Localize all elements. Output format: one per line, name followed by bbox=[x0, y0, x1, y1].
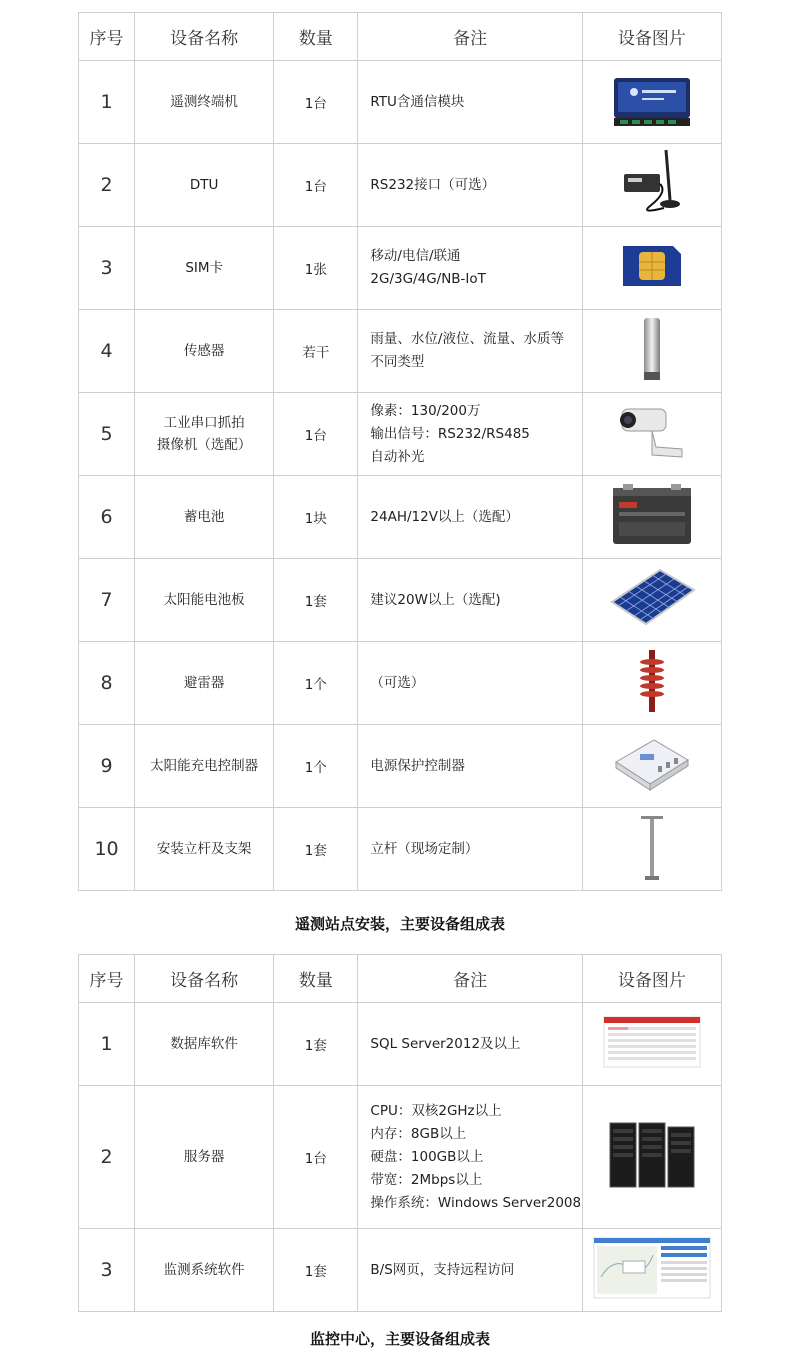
device-name bbox=[135, 1086, 274, 1229]
header-qty: 数量 bbox=[274, 13, 358, 61]
quantity: 1套 bbox=[274, 808, 358, 891]
remark bbox=[358, 1229, 582, 1312]
device-name bbox=[135, 559, 274, 642]
device-image bbox=[582, 61, 721, 144]
camera-icon bbox=[612, 399, 692, 465]
device-name-line: 遥测终端机 bbox=[170, 94, 238, 110]
device-name-line: 避雷器 bbox=[183, 675, 225, 691]
header-name: 设备名称 bbox=[135, 955, 274, 1003]
device-image bbox=[582, 1086, 721, 1229]
remark-line: 不同类型 bbox=[370, 354, 425, 370]
table-row bbox=[79, 393, 722, 476]
device-name-line: 数据库软件 bbox=[170, 1036, 238, 1052]
header-image: 设备图片 bbox=[582, 13, 721, 61]
remark bbox=[358, 808, 582, 891]
remark bbox=[358, 476, 582, 559]
device-image bbox=[582, 476, 721, 559]
row-number: 4 bbox=[79, 310, 135, 393]
quantity: 1套 bbox=[274, 1003, 358, 1086]
remark bbox=[358, 725, 582, 808]
device-name-line: 蓄电池 bbox=[183, 509, 225, 525]
device-image bbox=[582, 1229, 721, 1312]
table-row bbox=[79, 310, 722, 393]
device-image bbox=[582, 393, 721, 476]
sensor-probe-icon bbox=[632, 314, 672, 384]
row-number: 2 bbox=[79, 1086, 135, 1229]
table-row bbox=[79, 1003, 722, 1086]
dtu-antenna-icon bbox=[610, 148, 694, 218]
device-name bbox=[135, 227, 274, 310]
device-name-line: 安装立杆及支架 bbox=[156, 841, 252, 857]
device-name-line: 摄像机（选配） bbox=[156, 437, 252, 453]
device-name-line: 监测系统软件 bbox=[163, 1262, 245, 1278]
remark-line: 输出信号：RS232/RS485 bbox=[370, 425, 530, 442]
device-name-line: 服务器 bbox=[183, 1149, 225, 1165]
remark-line: CPU：双核2GHz以上 bbox=[370, 1102, 502, 1119]
row-number: 8 bbox=[79, 642, 135, 725]
row-number: 10 bbox=[79, 808, 135, 891]
charge-controller-icon bbox=[610, 732, 694, 796]
table-row bbox=[79, 476, 722, 559]
pole-icon bbox=[637, 810, 667, 884]
table-row bbox=[79, 1086, 722, 1229]
row-number: 7 bbox=[79, 559, 135, 642]
device-name bbox=[135, 310, 274, 393]
table-row bbox=[79, 1229, 722, 1312]
monitoring-software-icon bbox=[593, 1237, 711, 1299]
remark-line: 内存：8GB以上 bbox=[370, 1125, 467, 1142]
table-caption-station: 遥测站点安装，主要设备组成表 bbox=[294, 915, 505, 933]
table-row bbox=[79, 642, 722, 725]
server-rack-icon bbox=[606, 1119, 698, 1191]
database-software-icon bbox=[602, 1013, 702, 1071]
device-name-line: DTU bbox=[189, 177, 219, 193]
remark-line: 带宽：2Mbps以上 bbox=[370, 1171, 483, 1188]
row-number: 6 bbox=[79, 476, 135, 559]
header-note: 备注 bbox=[358, 955, 582, 1003]
solar-panel-icon bbox=[604, 564, 700, 632]
device-image bbox=[582, 725, 721, 808]
device-name bbox=[135, 144, 274, 227]
remark-line: 电源保护控制器 bbox=[370, 757, 465, 774]
row-number: 2 bbox=[79, 144, 135, 227]
device-image bbox=[582, 1003, 721, 1086]
device-name-line: 太阳能电池板 bbox=[163, 592, 245, 608]
row-number: 5 bbox=[79, 393, 135, 476]
remark-line: RS232接口（可选） bbox=[370, 176, 496, 193]
table-header-row bbox=[79, 13, 722, 61]
sim-card-icon bbox=[617, 242, 687, 290]
remark-line: 2G/3G/4G/NB-IoT bbox=[370, 271, 486, 287]
quantity: 1块 bbox=[274, 476, 358, 559]
device-image bbox=[582, 227, 721, 310]
battery-icon bbox=[607, 482, 697, 548]
quantity: 1台 bbox=[274, 144, 358, 227]
equipment-table-station bbox=[78, 12, 722, 891]
remark-line: 像素：130/200万 bbox=[370, 402, 481, 419]
remark-line: （可选） bbox=[370, 674, 425, 691]
device-image bbox=[582, 642, 721, 725]
equipment-table-monitoring-center bbox=[78, 954, 722, 1312]
table-row bbox=[79, 559, 722, 642]
remark-line: SQL Server2012及以上 bbox=[370, 1035, 521, 1052]
device-image bbox=[582, 310, 721, 393]
device-name bbox=[135, 642, 274, 725]
row-number: 3 bbox=[79, 1229, 135, 1312]
quantity: 1台 bbox=[274, 1086, 358, 1229]
device-name bbox=[135, 393, 274, 476]
header-qty: 数量 bbox=[274, 955, 358, 1003]
header-note: 备注 bbox=[358, 13, 582, 61]
device-name bbox=[135, 725, 274, 808]
device-image bbox=[582, 144, 721, 227]
table-row bbox=[79, 227, 722, 310]
device-image bbox=[582, 559, 721, 642]
device-name bbox=[135, 476, 274, 559]
remark-line: RTU含通信模块 bbox=[370, 93, 465, 110]
remark-line: B/S网页，支持远程访问 bbox=[370, 1261, 515, 1278]
remark-line: 立杆（现场定制） bbox=[370, 840, 479, 857]
device-name-line: 传感器 bbox=[183, 343, 225, 359]
row-number: 1 bbox=[79, 1003, 135, 1086]
table-caption-monitoring-center: 监控中心，主要设备组成表 bbox=[309, 1330, 490, 1348]
remark-line: 24AH/12V以上（选配） bbox=[370, 508, 519, 525]
device-name bbox=[135, 61, 274, 144]
table-row bbox=[79, 61, 722, 144]
lightning-arrester-icon bbox=[637, 648, 667, 714]
quantity: 1台 bbox=[274, 61, 358, 144]
remark-line: 建议20W以上（选配) bbox=[370, 591, 501, 608]
device-name-line: 工业串口抓拍 bbox=[163, 415, 245, 431]
device-name bbox=[135, 1003, 274, 1086]
row-number: 9 bbox=[79, 725, 135, 808]
header-image: 设备图片 bbox=[582, 955, 721, 1003]
device-name-line: SIM卡 bbox=[185, 260, 224, 276]
remark-line: 硬盘：100GB以上 bbox=[370, 1148, 484, 1165]
remark bbox=[358, 144, 582, 227]
remark bbox=[358, 559, 582, 642]
device-name bbox=[135, 1229, 274, 1312]
remark bbox=[358, 642, 582, 725]
table-row bbox=[79, 144, 722, 227]
row-number: 3 bbox=[79, 227, 135, 310]
remark bbox=[358, 227, 582, 310]
quantity: 1个 bbox=[274, 725, 358, 808]
rtu-device-icon bbox=[610, 70, 694, 130]
quantity: 若干 bbox=[274, 310, 358, 393]
device-name bbox=[135, 808, 274, 891]
quantity: 1套 bbox=[274, 559, 358, 642]
row-number: 1 bbox=[79, 61, 135, 144]
remark-line: 自动补光 bbox=[370, 448, 425, 465]
quantity: 1个 bbox=[274, 642, 358, 725]
table-row bbox=[79, 808, 722, 891]
remark-line: 移动/电信/联通 bbox=[370, 248, 461, 264]
header-name: 设备名称 bbox=[135, 13, 274, 61]
remark bbox=[358, 61, 582, 144]
quantity: 1套 bbox=[274, 1229, 358, 1312]
table-row bbox=[79, 725, 722, 808]
header-no: 序号 bbox=[79, 955, 135, 1003]
quantity: 1张 bbox=[274, 227, 358, 310]
remark bbox=[358, 1003, 582, 1086]
remark bbox=[358, 1086, 582, 1229]
header-no: 序号 bbox=[79, 13, 135, 61]
quantity: 1台 bbox=[274, 393, 358, 476]
table-header-row bbox=[79, 955, 722, 1003]
remark bbox=[358, 393, 582, 476]
device-name-line: 太阳能充电控制器 bbox=[150, 758, 259, 774]
remark bbox=[358, 310, 582, 393]
device-image bbox=[582, 808, 721, 891]
remark-line: 操作系统：Windows Server2008 bbox=[370, 1194, 582, 1211]
remark-line: 雨量、水位/液位、流量、水质等 bbox=[370, 331, 564, 347]
